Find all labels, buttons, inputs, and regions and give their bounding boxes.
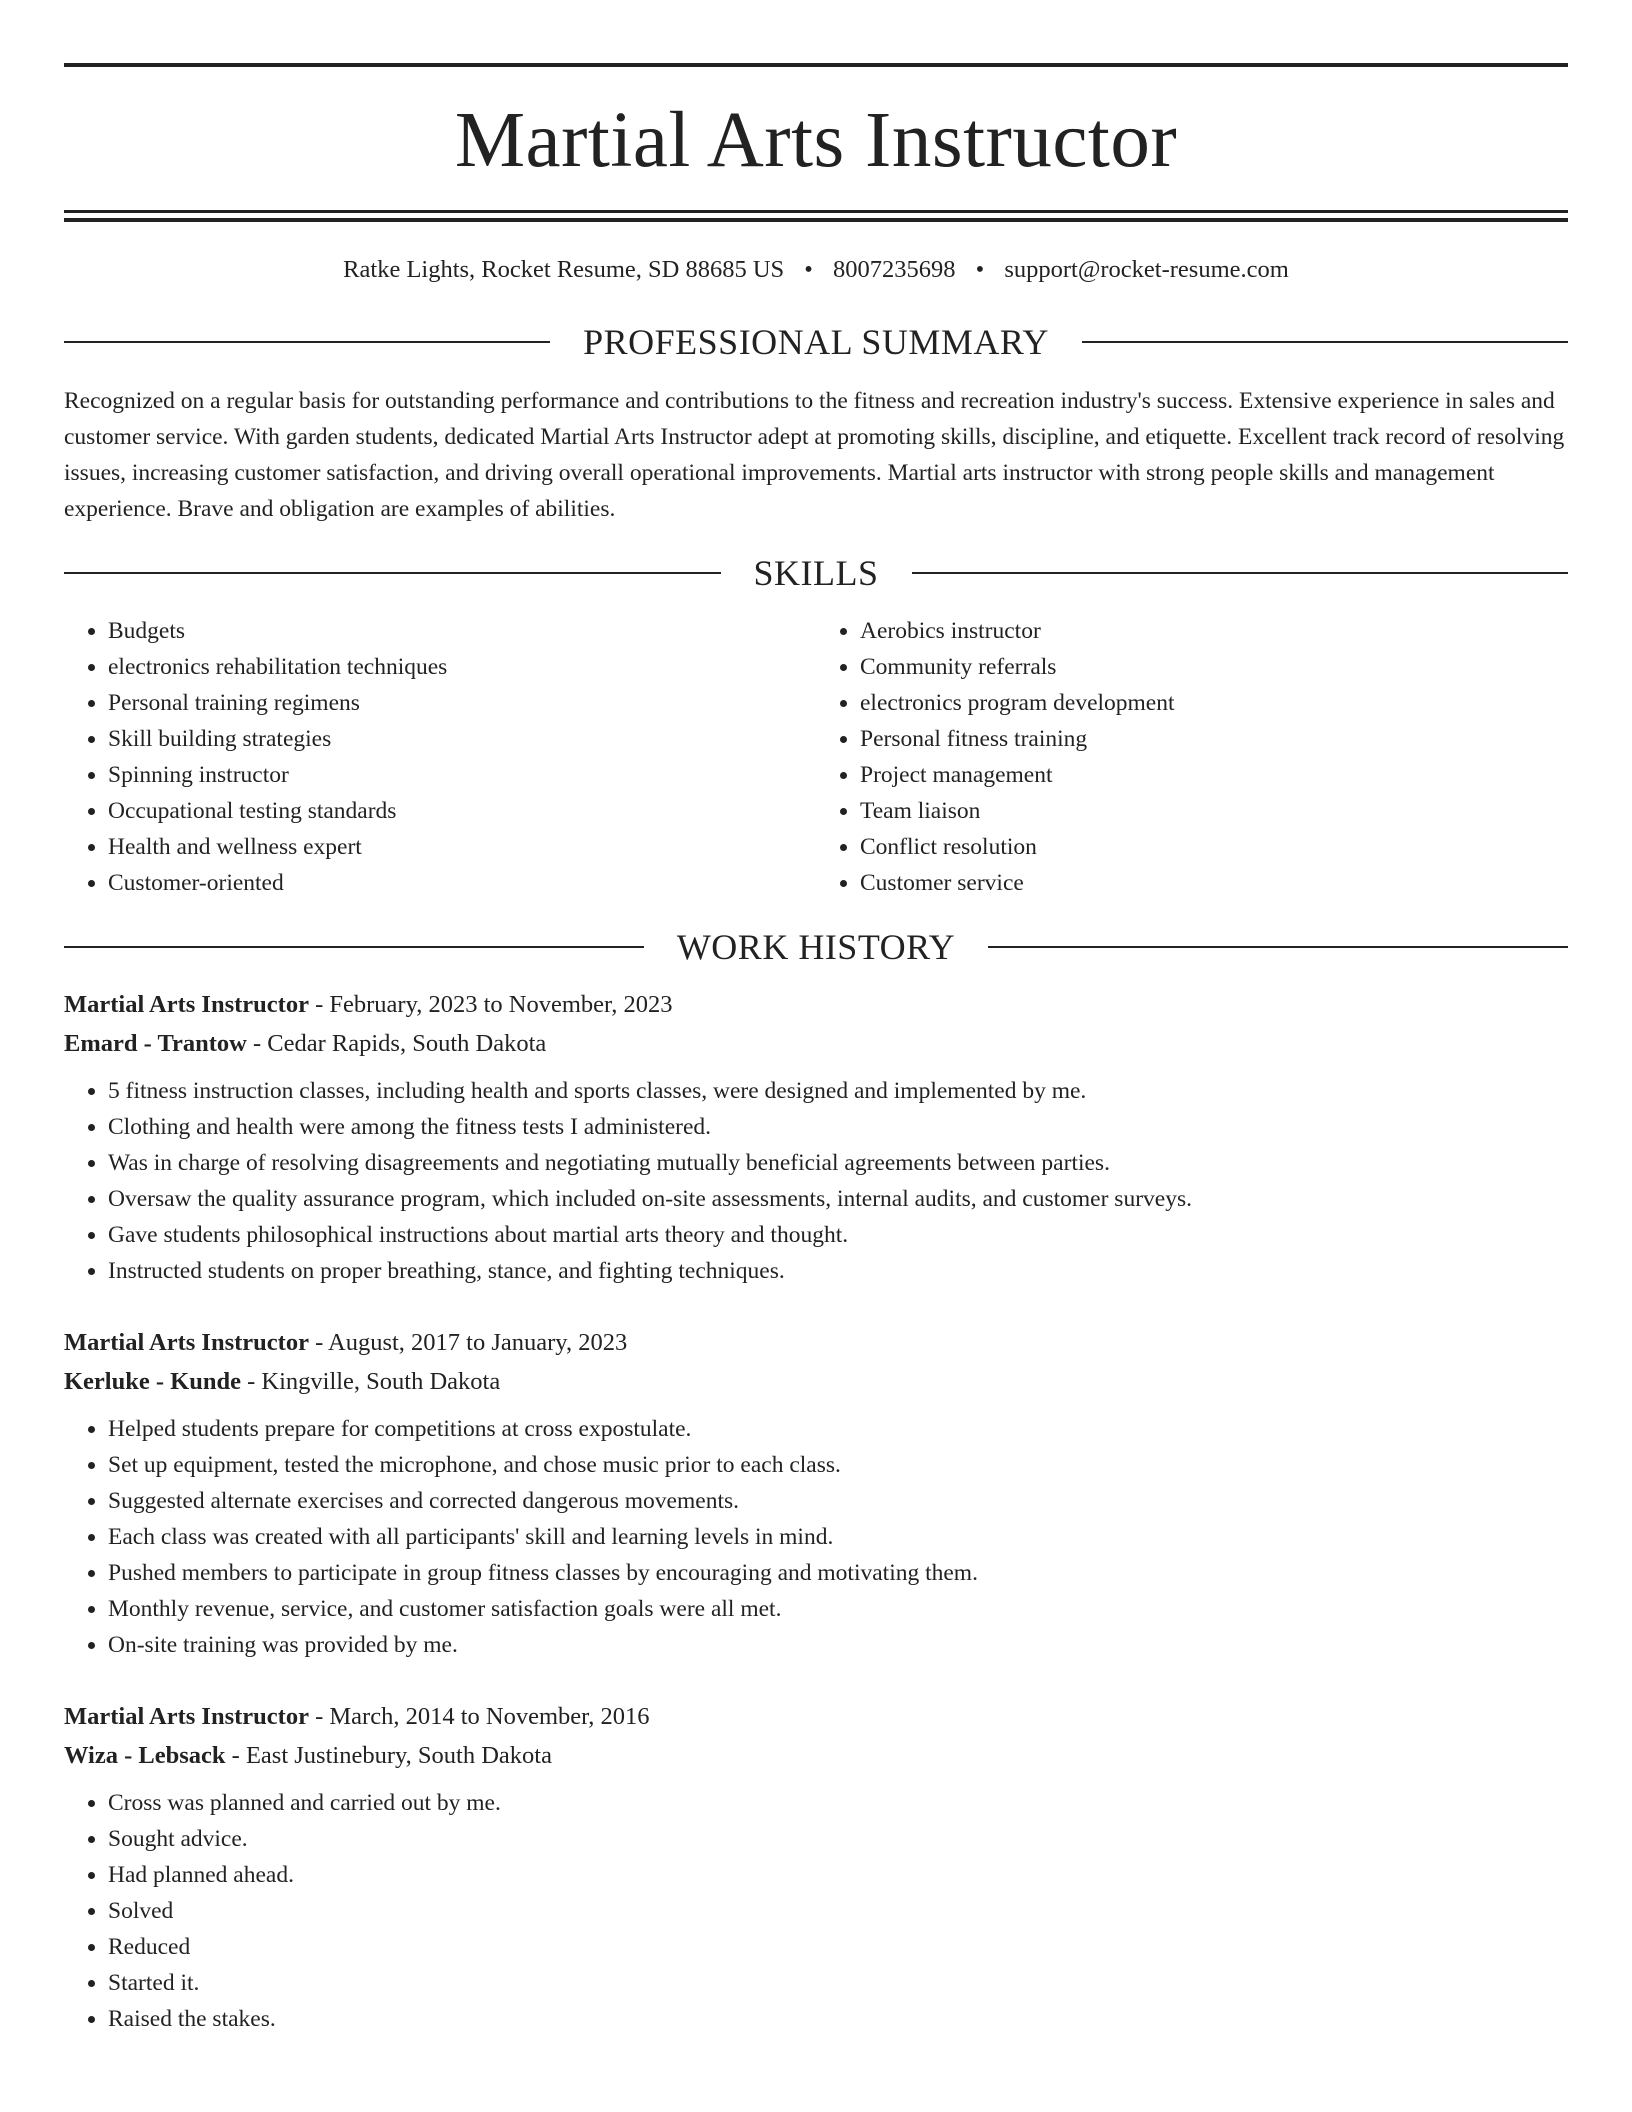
job-company: Emard - Trantow <box>64 1030 247 1058</box>
dash: - <box>246 1030 268 1058</box>
skills-list-right <box>816 613 1568 901</box>
skill-item: • Project management <box>860 757 1568 793</box>
job-bullets <box>64 1785 1568 2037</box>
job-entry <box>64 1323 1568 1663</box>
job-bullet: • Raised the stakes. <box>108 2001 1568 2037</box>
skill-item: • Personal fitness training <box>860 721 1568 757</box>
dash: - <box>225 1742 246 1770</box>
dash: - <box>308 1329 329 1357</box>
job-title: Martial Arts Instructor <box>64 1329 309 1357</box>
summary-section-header <box>64 322 1568 363</box>
skill-item: • Community referrals <box>860 649 1568 685</box>
job-bullet: • Sought advice. <box>108 1821 1568 1857</box>
job-bullet: • Oversaw the quality assurance program, which included on-site assessments, internal audits, and customer surveys. <box>108 1181 1568 1217</box>
job-bullet: • Solved <box>108 1893 1568 1929</box>
skill-item: • electronics rehabilitation techniques <box>108 649 816 685</box>
job-bullet: • Monthly revenue, service, and customer satisfaction goals were all met. <box>108 1591 1568 1627</box>
job-bullet: • Each class was created with all participants' skill and learning levels in mind. <box>108 1519 1568 1555</box>
job-location: Cedar Rapids, South Dakota <box>267 1030 547 1058</box>
contact-email: support@rocket-resume.com <box>1004 256 1289 283</box>
skills-heading: SKILLS <box>753 553 879 594</box>
section-rule-left <box>64 572 721 574</box>
work-section-header <box>64 927 1568 968</box>
job-company: Kerluke - Kunde <box>64 1368 241 1396</box>
job-dates: August, 2017 to January, 2023 <box>328 1329 628 1357</box>
contact-separator: • <box>804 256 813 283</box>
skill-item: • electronics program development <box>860 685 1568 721</box>
summary-text: Recognized on a regular basis for outstanding performance and contributions to the fitness and recreation industry's success. Extensive experience in sales and customer service. With garden students, dedicated Martial Arts Instructor adept at promoting skills, discipline, and etiquette. Excellent track record of resolving issues, increasing customer satisfaction, and driving overall operational improvements. Martial arts instructor with strong people skills and management experience. Brave and obligation are examples of abilities. <box>64 388 1565 523</box>
job-company: Wiza - Lebsack <box>64 1742 226 1770</box>
skill-item: • Budgets <box>108 613 816 649</box>
section-rule-right <box>988 946 1568 948</box>
contact-line <box>64 255 1568 284</box>
job-bullet: • On-site training was provided by me. <box>108 1627 1568 1663</box>
job-company-line <box>64 1362 1568 1401</box>
section-rule-right <box>1082 341 1568 343</box>
section-rule-left <box>64 341 550 343</box>
skill-item: • Health and wellness expert <box>108 829 816 865</box>
title-double-rule <box>64 210 1568 222</box>
job-bullet: • Helped students prepare for competitions at cross expostulate. <box>108 1411 1568 1447</box>
skill-item: • Skill building strategies <box>108 721 816 757</box>
skill-item: • Team liaison <box>860 793 1568 829</box>
job-bullet: • Cross was planned and carried out by me. <box>108 1785 1568 1821</box>
job-title: Martial Arts Instructor <box>64 991 309 1019</box>
skill-item: • Conflict resolution <box>860 829 1568 865</box>
job-title: Martial Arts Instructor <box>64 1703 309 1731</box>
job-bullet: • Suggested alternate exercises and corrected dangerous movements. <box>108 1483 1568 1519</box>
job-dates: February, 2023 to November, 2023 <box>329 991 673 1019</box>
dash: - <box>240 1368 262 1396</box>
skill-item: • Customer service <box>860 865 1568 901</box>
skill-item: • Aerobics instructor <box>860 613 1568 649</box>
job-entry <box>64 985 1568 1289</box>
contact-phone: 8007235698 <box>832 256 956 283</box>
job-dates: March, 2014 to November, 2016 <box>329 1703 650 1731</box>
job-bullets <box>64 1073 1568 1289</box>
job-company-line <box>64 1024 1568 1063</box>
job-entry <box>64 1697 1568 2037</box>
job-location: Kingville, South Dakota <box>261 1368 501 1396</box>
job-bullet: • Reduced <box>108 1929 1568 1965</box>
work-heading: WORK HISTORY <box>676 927 956 968</box>
job-bullet: • Started it. <box>108 1965 1568 2001</box>
skills-section-header <box>64 553 1568 594</box>
job-bullet: • Gave students philosophical instructions about martial arts theory and thought. <box>108 1217 1568 1253</box>
job-title-line <box>64 1323 1568 1362</box>
job-bullet: • Was in charge of resolving disagreements and negotiating mutually beneficial agreements between parties. <box>108 1145 1568 1181</box>
skill-item: • Customer-oriented <box>108 865 816 901</box>
job-bullet: • Instructed students on proper breathing, stance, and fighting techniques. <box>108 1253 1568 1289</box>
job-title-line <box>64 1697 1568 1736</box>
job-bullet: • Pushed members to participate in group fitness classes by encouraging and motivating them. <box>108 1555 1568 1591</box>
skills-list-left <box>64 613 816 901</box>
dash: - <box>308 1703 330 1731</box>
skill-item: • Spinning instructor <box>108 757 816 793</box>
job-bullet: • Had planned ahead. <box>108 1857 1568 1893</box>
job-location: East Justinebury, South Dakota <box>245 1742 552 1770</box>
work-history-list <box>64 985 1568 2037</box>
resume-title: Martial Arts Instructor <box>454 97 1178 184</box>
summary-heading: PROFESSIONAL SUMMARY <box>583 322 1049 363</box>
contact-separator: • <box>975 256 985 283</box>
job-company-line <box>64 1736 1568 1775</box>
section-rule-left <box>64 946 644 948</box>
dash: - <box>308 991 330 1019</box>
job-title-line <box>64 985 1568 1024</box>
skills-columns <box>64 613 1568 901</box>
top-rule <box>64 63 1568 67</box>
job-bullets <box>64 1411 1568 1663</box>
skill-item: • Personal training regimens <box>108 685 816 721</box>
job-bullet: • Clothing and health were among the fitness tests I administered. <box>108 1109 1568 1145</box>
job-bullet: • 5 fitness instruction classes, including health and sports classes, were designed and implemented by me. <box>108 1073 1568 1109</box>
skill-item: • Occupational testing standards <box>108 793 816 829</box>
job-bullet: • Set up equipment, tested the microphone, and chose music prior to each class. <box>108 1447 1568 1483</box>
section-rule-right <box>912 572 1569 574</box>
contact-address: Ratke Lights, Rocket Resume, SD 88685 US <box>343 256 785 283</box>
